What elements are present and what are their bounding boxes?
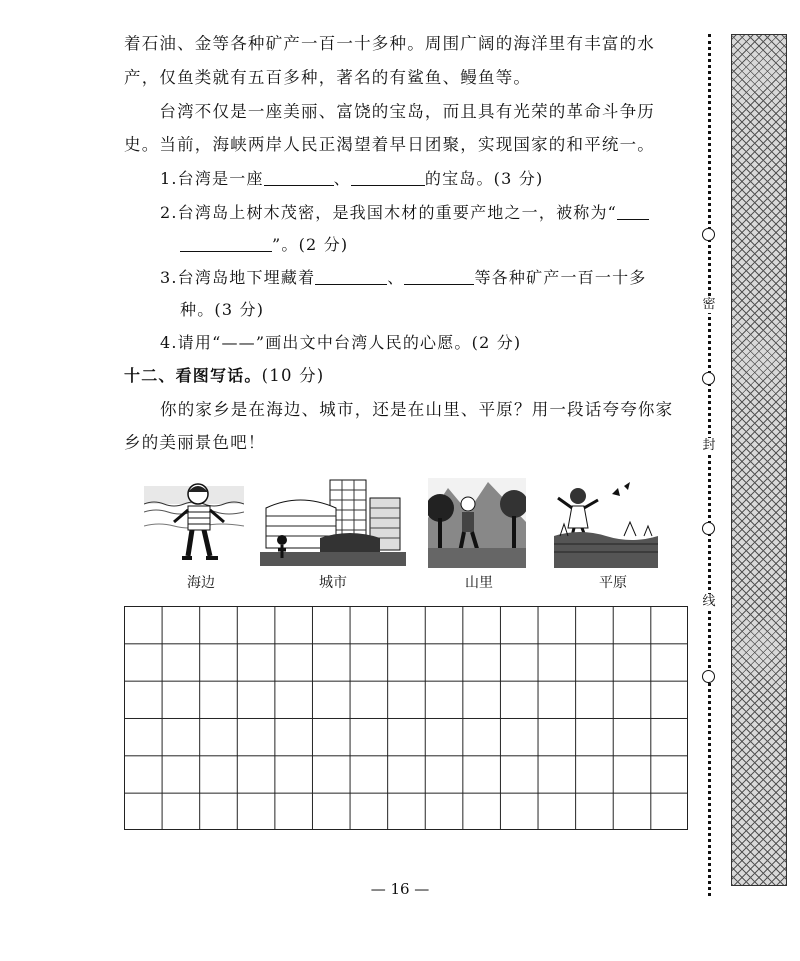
q3-blank-2[interactable] xyxy=(404,268,474,285)
question-3 xyxy=(160,266,732,290)
caption-seaside: 海边 xyxy=(187,575,215,591)
caption-plain: 平原 xyxy=(599,575,627,591)
city-picture xyxy=(260,478,406,568)
mountain-picture xyxy=(428,478,526,568)
writing-grid[interactable] xyxy=(124,606,688,830)
q1-blank-1[interactable] xyxy=(264,169,334,186)
binding-dotted-line xyxy=(708,34,711,896)
question-2-cont xyxy=(180,233,752,257)
q2-line1: 2.台湾岛上树木茂密，是我国木材的重要产地之一，被称为“ xyxy=(160,203,618,222)
binding-hole-4 xyxy=(702,670,715,683)
section-12-title: 十二、看图写话。 xyxy=(124,366,262,385)
q1-suffix: 的宝岛。(3 分) xyxy=(424,169,544,188)
section-12-prompt-1: 你的家乡是在海边、城市，还是在山里、平原？用一段话夸夸你家 xyxy=(160,400,674,419)
passage-line-4: 史。当前，海峡两岸人民正渴望着早日团聚，实现国家的和平统一。 xyxy=(124,135,655,154)
question-2 xyxy=(160,201,732,225)
question-4: 4.请用“——”画出文中台湾人民的心愿。(2 分) xyxy=(160,333,522,352)
question-1 xyxy=(160,167,732,191)
q2-suffix: ”。(2 分) xyxy=(272,235,349,254)
q2-blank-a[interactable] xyxy=(617,203,649,220)
q3-blank-1[interactable] xyxy=(315,268,387,285)
binding-hole-2 xyxy=(702,372,715,385)
q3-line2: 种。(3 分) xyxy=(180,300,265,319)
page-number: — 16 — xyxy=(370,880,430,898)
q3-prefix: 3.台湾岛地下埋藏着 xyxy=(160,268,316,287)
q3-sep: 、 xyxy=(387,268,405,287)
section-12-prompt-2: 乡的美丽景色吧！ xyxy=(124,433,266,452)
q1-blank-2[interactable] xyxy=(351,169,425,186)
plain-picture xyxy=(554,478,658,568)
seal-char-2: 封 xyxy=(700,438,718,454)
caption-mountain: 山里 xyxy=(465,575,493,591)
decorative-border-strip xyxy=(731,34,787,886)
q1-prefix: 1.台湾是一座 xyxy=(160,169,264,188)
q1-sep: 、 xyxy=(333,169,351,188)
section-12-heading xyxy=(124,364,696,388)
passage-line-3: 台湾不仅是一座美丽、富饶的宝岛，而且具有光荣的革命斗争历 xyxy=(124,102,655,121)
passage-line-1: 着石油、金等各种矿产一百一十多种。周围广阔的海洋里有丰富的水 xyxy=(124,34,655,53)
binding-hole-3 xyxy=(702,522,715,535)
seaside-picture xyxy=(144,478,244,568)
seal-char-1: 密 xyxy=(700,297,718,313)
caption-city: 城市 xyxy=(319,575,347,591)
q3-suffix: 等各种矿产一百一十多 xyxy=(474,268,647,287)
q2-blank-b[interactable] xyxy=(180,235,272,252)
passage-line-2: 产，仅鱼类就有五百多种，著名的有鲨鱼、鳗鱼等。 xyxy=(124,68,532,87)
binding-hole-1 xyxy=(702,228,715,241)
seal-char-3: 线 xyxy=(700,594,718,610)
section-12-points: (10 分) xyxy=(261,366,325,385)
